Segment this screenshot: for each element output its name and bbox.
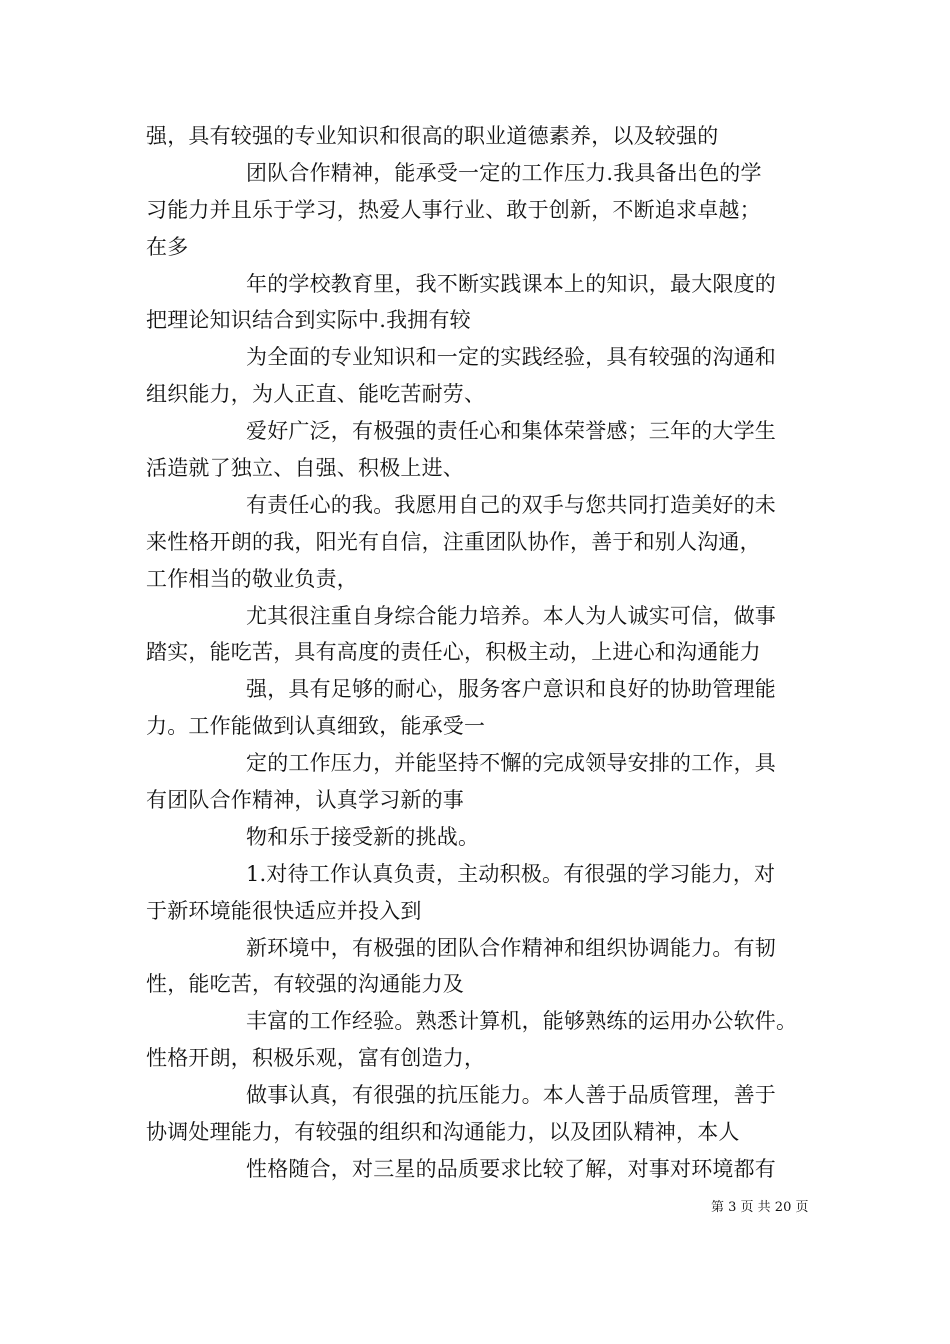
text-line: 性，能吃苦，有较强的沟通能力及	[146, 972, 464, 997]
text-line: 力。工作能做到认真细致，能承受一	[146, 714, 486, 739]
text-line: 做事认真，有很强的抗压能力。本人善于品质管理，善于	[246, 1083, 776, 1108]
text-line: 活造就了独立、自强、积极上进、	[146, 456, 464, 481]
text-line: 有责任心的我。我愿用自己的双手与您共同打造美好的未	[246, 492, 776, 517]
text-line: 习能力并且乐于学习，热爱人事行业、敢于创新，不断追求卓越；	[146, 197, 761, 222]
text-line: 新环境中，有极强的团队合作精神和组织协调能力。有韧	[246, 935, 776, 960]
text-line: 物和乐于接受新的挑战。	[246, 824, 480, 849]
text-line: 工作相当的敬业负责，	[146, 566, 358, 591]
text-line: 强，具有足够的耐心，服务客户意识和良好的协助管理能	[246, 677, 776, 702]
text-line: 踏实，能吃苦，具有高度的责任心，积极主动，上进心和沟通能力	[146, 640, 761, 665]
text-line: 在多	[146, 234, 189, 259]
page-number-footer: 第 3 页 共 20 页	[711, 1200, 809, 1215]
text-line: 爱好广泛，有极强的责任心和集体荣誉感；三年的大学生	[246, 419, 776, 444]
text-line: 性格开朗，积极乐观，富有创造力，	[146, 1046, 486, 1071]
text-line: 丰富的工作经验。熟悉计算机，能够熟练的运用办公软件。	[246, 1009, 798, 1034]
text-line: 有团队合作精神，认真学习新的事	[146, 788, 464, 813]
text-line: 1.对待工作认真负责，主动积极。有很强的学习能力，对	[246, 861, 776, 886]
text-line: 强，具有较强的专业知识和很高的职业道德素养，以及较强的	[146, 124, 719, 148]
body-text	[146, 118, 818, 1188]
text-line: 协调处理能力，有较强的组织和沟通能力，以及团队精神，本人	[146, 1120, 740, 1145]
text-line: 年的学校教育里，我不断实践课本上的知识，最大限度的	[246, 271, 776, 296]
text-line: 性格随合，对三星的品质要求比较了解，对事对环境都有	[246, 1156, 776, 1181]
text-line: 组织能力，为人正直、能吃苦耐劳、	[146, 382, 486, 407]
text-line: 为全面的专业知识和一定的实践经验，具有较强的沟通和	[246, 345, 776, 370]
text-line: 于新环境能很快适应并投入到	[146, 898, 422, 923]
text-line: 团队合作精神，能承受一定的工作压力.我具备出色的学	[246, 160, 762, 185]
text-line: 尤其很注重自身综合能力培养。本人为人诚实可信，做事	[246, 603, 776, 628]
text-line: 把理论知识结合到实际中.我拥有较	[146, 308, 471, 333]
text-line: 定的工作压力，并能坚持不懈的完成领导安排的工作，具	[246, 751, 776, 776]
text-line: 来性格开朗的我，阳光有自信，注重团队协作，善于和别人沟通，	[146, 529, 761, 554]
